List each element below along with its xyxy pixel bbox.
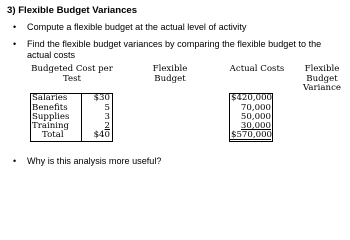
actual-value-benefits: 70,000	[240, 102, 271, 113]
bullet-dot-icon: •	[13, 156, 17, 166]
actual-value-training: 30,000	[240, 121, 271, 131]
row-label-total: Total	[42, 130, 64, 140]
actual-value-total: $570,000	[231, 130, 273, 140]
bullet-dot-icon: •	[13, 22, 17, 32]
row-label-training: Training	[32, 121, 70, 131]
header-flexible-budget-variance: Flexible Budget Variance	[303, 64, 341, 94]
bullet-text: Compute a flexible budget at the actual level of activity	[27, 22, 247, 32]
total-double-underline	[230, 139, 271, 140]
bullet-dot-icon: •	[13, 39, 17, 49]
actual-value-salaries: $420,000	[231, 93, 273, 103]
budgeted-value-supplies: 3	[104, 112, 110, 122]
bullet-text: Find the flexible budget variances by comparing the flexible budget to the actual costs	[27, 39, 322, 60]
actual-value-supplies: 50,000	[240, 112, 271, 122]
section-title: 3) Flexible Budget Variances	[7, 5, 138, 16]
budgeted-value-salaries: $30	[93, 93, 110, 103]
row-label-benefits: Benefits	[32, 102, 68, 113]
header-budgeted-cost: Budgeted Cost per Test	[31, 64, 113, 84]
row-label-supplies: Supplies	[32, 112, 70, 122]
header-flexible-budget: Flexible Budget	[152, 64, 188, 84]
row-label-salaries: Salaries	[32, 93, 68, 103]
budgeted-value-benefits: 5	[104, 102, 110, 113]
budgeted-value-training: 2	[104, 121, 110, 131]
budgeted-value-total: $40	[93, 130, 110, 140]
header-actual-costs: Actual Costs	[229, 64, 285, 74]
bullet-text: Why is this analysis more useful?	[27, 156, 162, 166]
